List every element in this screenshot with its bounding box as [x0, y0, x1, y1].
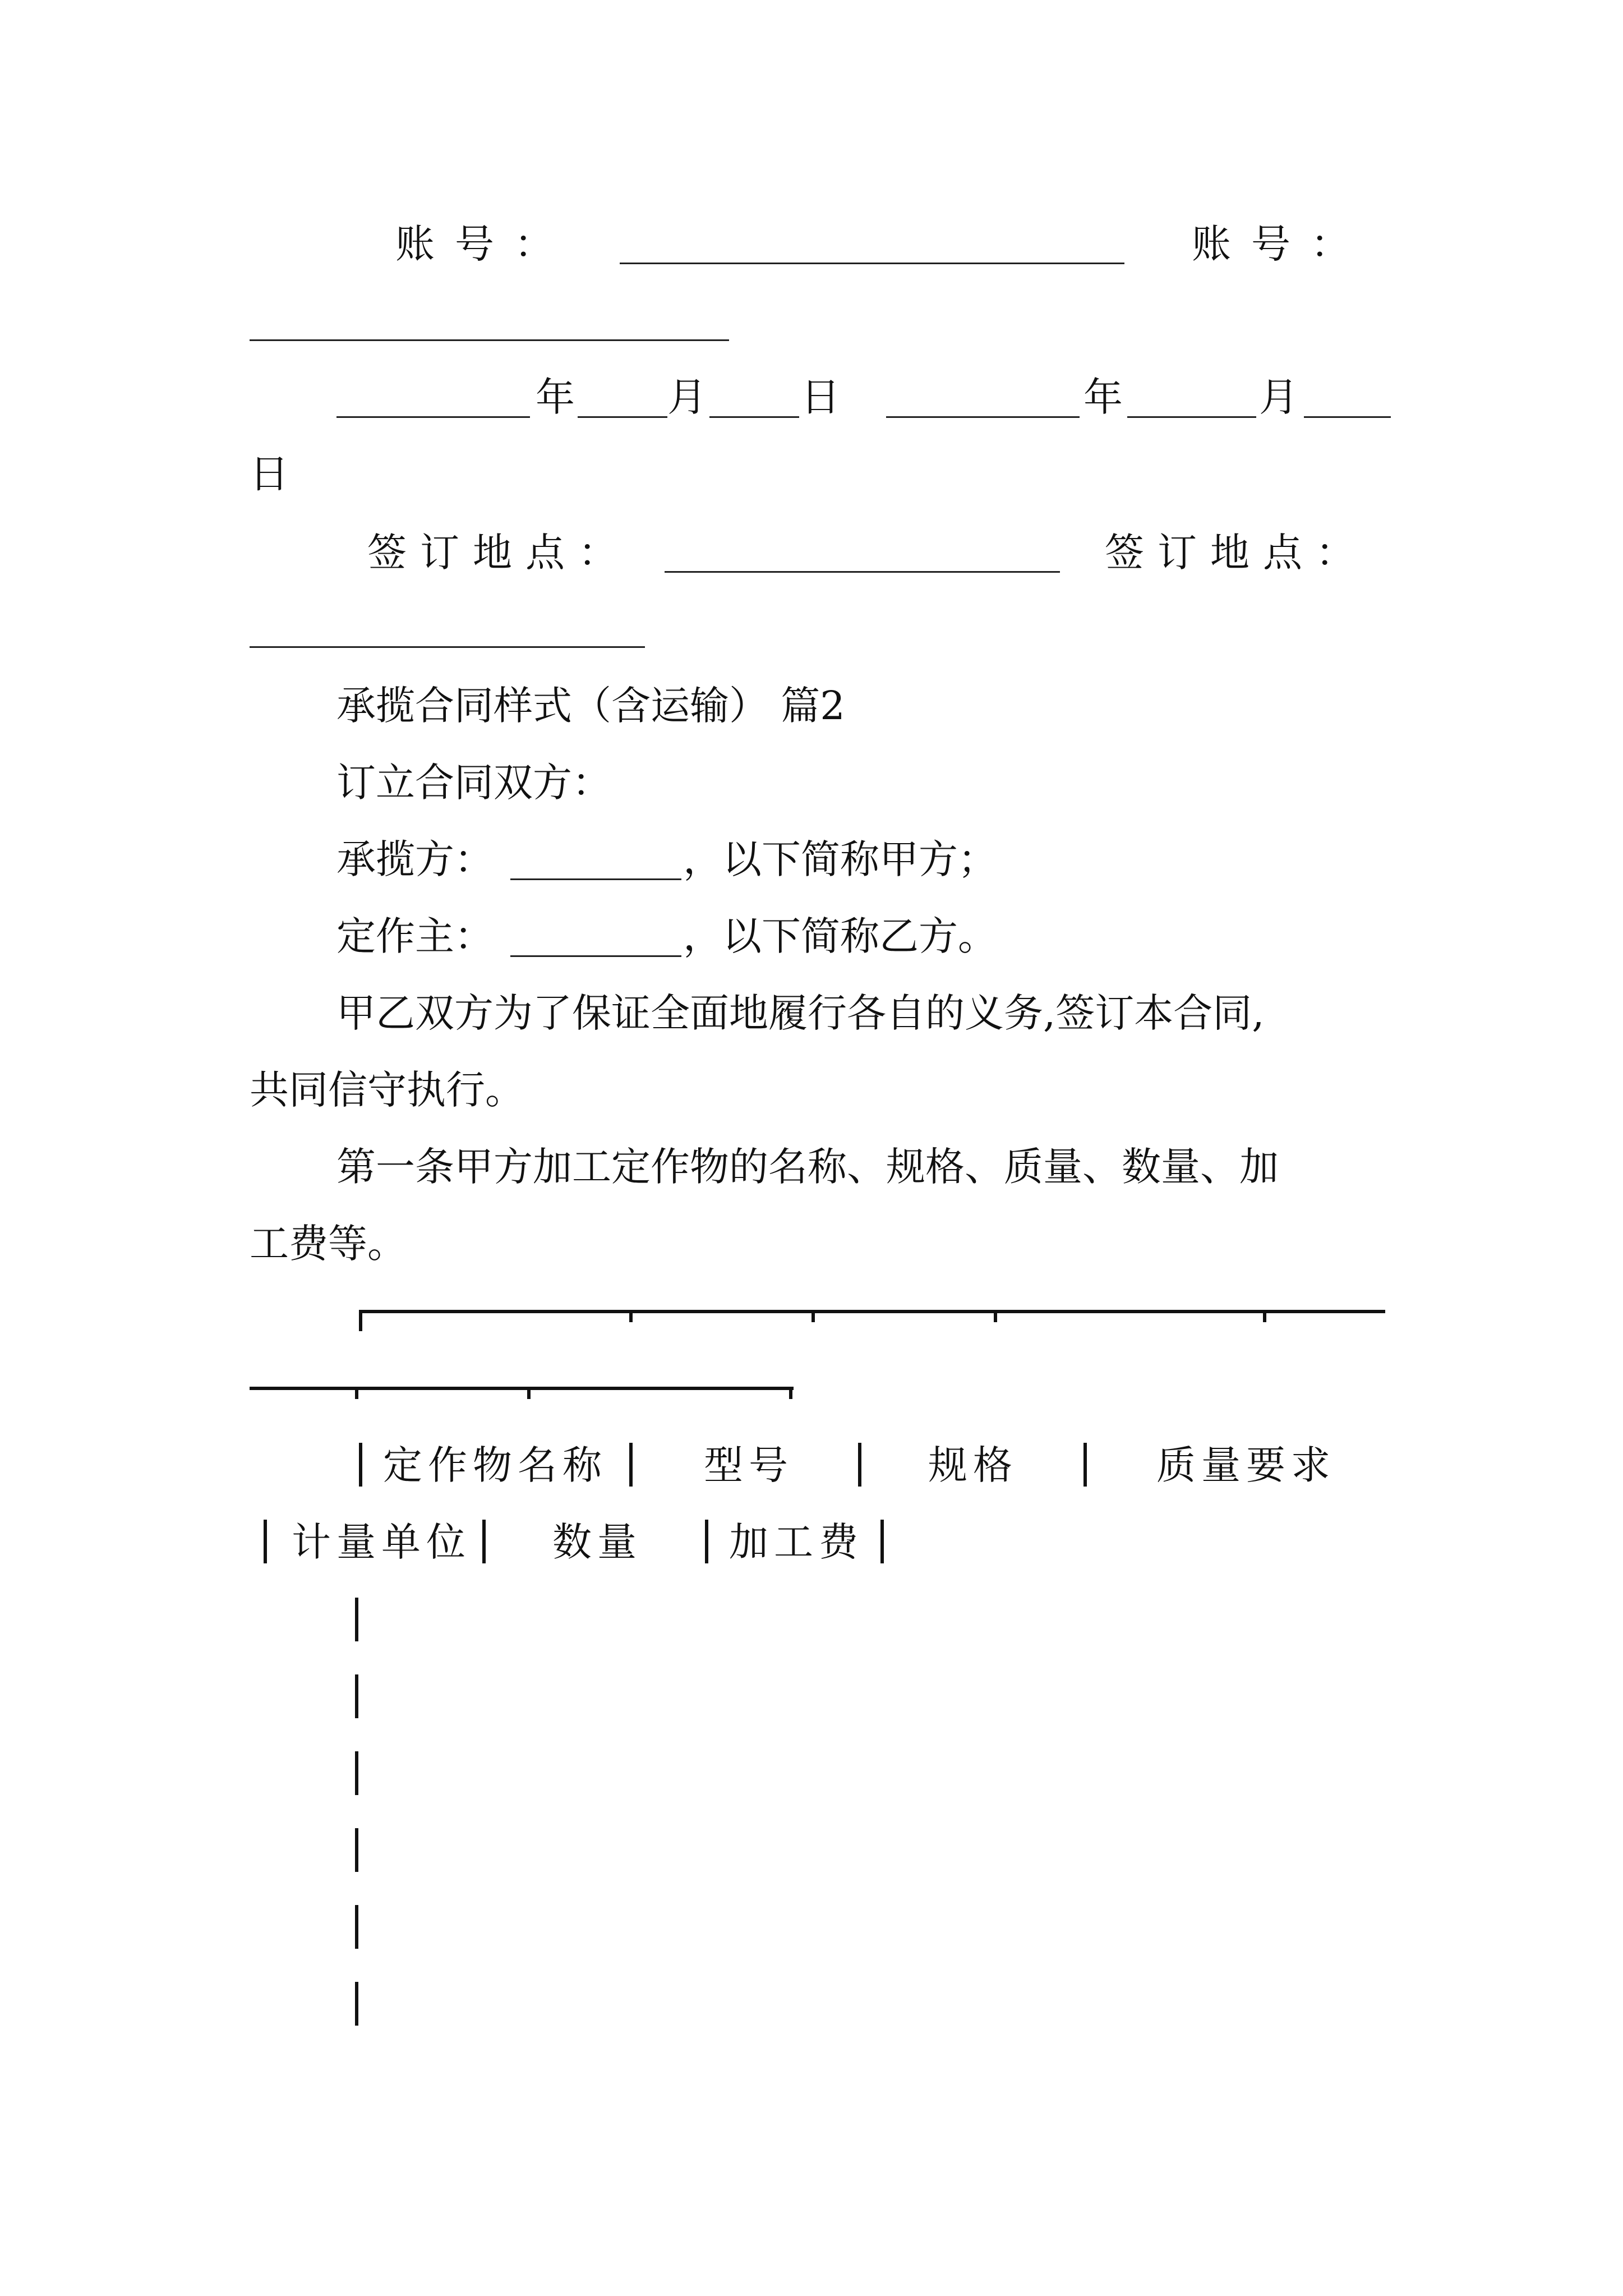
client-suffix: ，以下简称乙方。 [683, 913, 997, 959]
intro-line-2: 共同信守执行。 [250, 1067, 524, 1113]
table-header-cell: 规格 [928, 1442, 1018, 1488]
table-cell-divider [705, 1520, 708, 1563]
table-top-divider [629, 1310, 633, 1322]
table-left-border [355, 1674, 358, 1718]
table-header-cell: 计量单位 [292, 1519, 471, 1565]
day-label-right: 日 [250, 451, 289, 497]
day-label-left: 日 [801, 374, 840, 420]
table-second-divider [355, 1387, 358, 1399]
day-blank-right [1304, 416, 1391, 418]
account-label-left: 账号： [395, 221, 574, 267]
table-top-divider [994, 1310, 997, 1322]
section-title: 承揽合同样式（含运输） 篇2 [336, 683, 845, 729]
table-header-cell: 加工费 [729, 1519, 864, 1565]
year-label-left: 年 [536, 374, 575, 420]
account-label-right: 账号： [1192, 221, 1370, 267]
table-cell-divider [1083, 1443, 1087, 1487]
table-top-divider [811, 1310, 815, 1322]
table-top-border [359, 1310, 1385, 1313]
contractor-blank [510, 878, 681, 880]
year-blank-right [886, 416, 1080, 418]
table-header-cell: 定作物名称 [383, 1442, 607, 1488]
table-cell-divider [629, 1443, 633, 1487]
table-cell-divider [858, 1443, 861, 1487]
month-label-left: 月 [667, 374, 707, 420]
account-blank-left [620, 263, 1124, 264]
table-cell-divider [359, 1443, 362, 1487]
table-second-corner [789, 1387, 792, 1399]
contractor-label: 承揽方： [336, 836, 494, 882]
year-label-right: 年 [1083, 374, 1123, 420]
table-header-cell: 质量要求 [1156, 1442, 1336, 1488]
client-blank [510, 955, 681, 957]
table-top-divider [1263, 1310, 1266, 1322]
article-1-line-1: 第一条甲方加工定作物的名称、规格、质量、数量、加 [336, 1144, 1279, 1190]
table-left-border [355, 1905, 358, 1949]
place-blank-right [250, 646, 645, 648]
table-left-border [355, 1828, 358, 1872]
table-second-divider [527, 1387, 531, 1399]
place-blank-left [665, 571, 1060, 573]
table-left-border [355, 1982, 358, 2026]
place-label-left: 签订地点： [367, 530, 631, 576]
table-cell-divider [264, 1520, 267, 1563]
month-label-right: 月 [1259, 374, 1298, 420]
table-second-border [250, 1387, 794, 1390]
place-label-right: 签订地点： [1105, 530, 1368, 576]
month-blank-left [578, 416, 667, 418]
client-label: 定作主： [336, 913, 494, 959]
contractor-suffix: ，以下简称甲方； [683, 836, 997, 882]
table-header-cell: 型号 [704, 1442, 794, 1488]
table-cell-divider [880, 1520, 884, 1563]
parties-heading: 订立合同双方： [336, 760, 611, 806]
table-header-cell: 数量 [552, 1519, 642, 1565]
table-left-border [355, 1598, 358, 1641]
day-blank-left [709, 416, 799, 418]
account-blank-right [250, 339, 729, 341]
year-blank-left [336, 416, 530, 418]
table-top-corner [359, 1310, 362, 1331]
month-blank-right [1127, 416, 1256, 418]
table-left-border [355, 1751, 358, 1795]
table-cell-divider [482, 1520, 486, 1563]
article-1-line-2: 工费等。 [250, 1221, 407, 1267]
intro-line-1: 甲乙双方为了保证全面地履行各自的义务,签订本合同, [336, 990, 1265, 1036]
